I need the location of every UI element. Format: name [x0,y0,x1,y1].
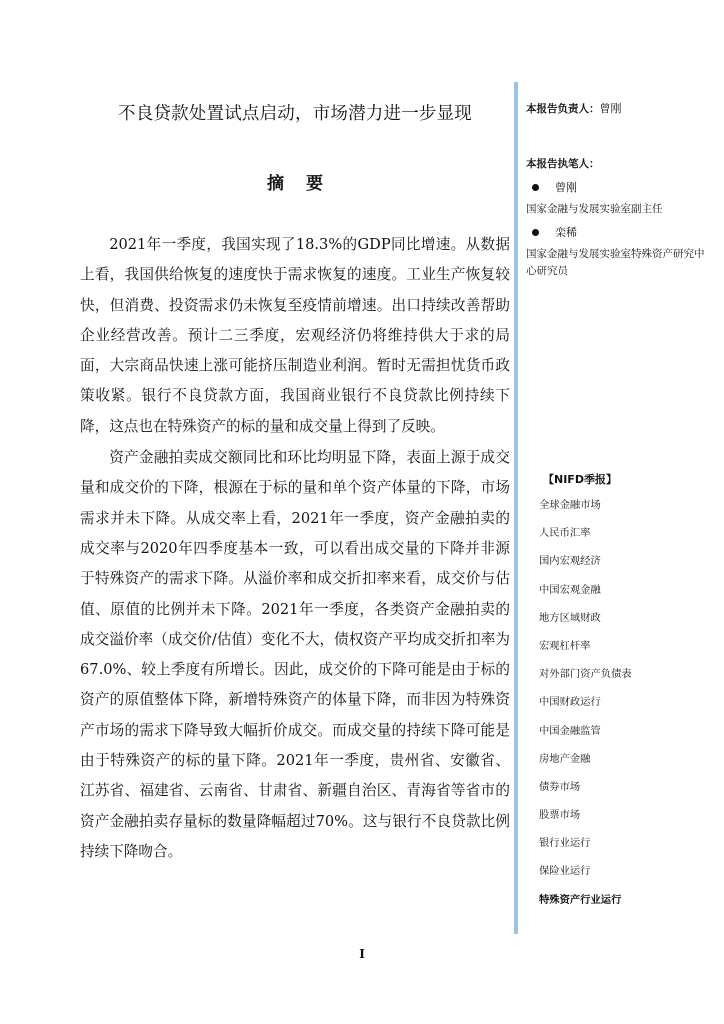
series-item[interactable]: 对外部门资产负债表 [539,668,632,681]
responsible-label: 本报告负责人： [526,103,600,115]
series-item[interactable]: 中国宏观金融 [539,583,601,596]
series-item[interactable]: 地方区域财政 [539,611,601,624]
report-title: 不良贷款处置试点启动，市场潜力进一步显现 [118,104,472,124]
series-item[interactable]: 房地产金融 [539,752,591,765]
series-item[interactable]: 中国金融监管 [539,724,601,737]
author-name: 曾刚 [555,181,577,194]
nifd-series-title: 【NIFD季报】 [543,473,617,486]
author-name: 栾稀 [555,226,577,239]
nifd-series-list [539,497,632,920]
responsible-name: 曾刚 [599,102,622,115]
abstract-paragraph-2: 资产金融拍卖成交额同比和环比均明显下降，表面上源于成交量和成交价的下降，根源在于标的量和单个资产体量的下降，市场需求并未下降。从成交率上看，2021年一季度，资产金融拍卖的成交率与2020年四季度基本一致，可以看出成交量的下降并非源于特殊资产的需求下降。从溢价率和成交折扣率来看，成交价与估值、原值的比例并未下降。2021年一季度，各类资产金融拍卖的成交溢价率（成交价/估值）变化不大，债权资产平均成交折扣率为67.0%、较上季度有所增长。因此，成交价的下降可能是由于标的资产的原值整体下降，新增特殊资产的体量下降，而非因为特殊资产市场的需求下降导致大幅折价成交。而成交量的持续下降可能是由于特殊资产的标的量下降。2021年一季度，贵州省、安徽省、江苏省、福建省、云南省、甘肃省、新疆自治区、青海省等省市的资产金融拍卖存量标的数量降幅超过70%。这与银行不良贷款比例持续下降吻合。 [80,449,510,860]
author-sidebar [526,100,706,280]
author-affiliation: 国家金融与发展实验室特殊资产研究中心研究员 [526,248,705,277]
series-item-active[interactable]: 特殊资产行业运行 [539,893,622,906]
abstract-paragraph-1: 2021年一季度，我国实现了18.3%的GDP同比增速。从数据上看，我国供给恢复的速度快于需求恢复的速度。工业生产恢复较快，但消费、投资需求仍未恢复至疫情前增速。出口持续改善帮助企业经营改善。预计二三季度，宏观经济仍将维持供大于求的局面，大宗商品快速上涨可能挤压制造业利润。暂时无需担忧货币政策收紧。银行不良贷款方面，我国商业银行不良贷款比例持续下降，这点也在特殊资产的标的量和成交量上得到了反映。 [80,236,510,435]
series-item[interactable]: 银行业运行 [539,837,591,850]
authors-label: 本报告执笔人： [526,158,600,170]
series-item[interactable]: 保险业运行 [539,865,591,878]
author-item [526,179,706,195]
series-item[interactable]: 宏观杠杆率 [539,639,591,652]
sidebar-divider [514,82,518,934]
series-item[interactable]: 人民币汇率 [539,527,591,540]
bullet-icon [532,184,539,191]
page-number: I [359,947,365,961]
author-item [526,224,706,240]
series-item[interactable]: 全球金融市场 [539,499,601,511]
bullet-icon [532,229,539,236]
series-item[interactable]: 国内宏观经济 [539,555,601,568]
series-item[interactable]: 股票市场 [539,809,581,822]
author-affiliation: 国家金融与发展实验室副主任 [526,203,663,215]
series-item[interactable]: 债券市场 [539,780,581,793]
abstract-heading: 摘要 [267,174,345,194]
responsible-row [526,100,706,116]
main-column [80,96,510,867]
series-item[interactable]: 中国财政运行 [539,696,601,709]
